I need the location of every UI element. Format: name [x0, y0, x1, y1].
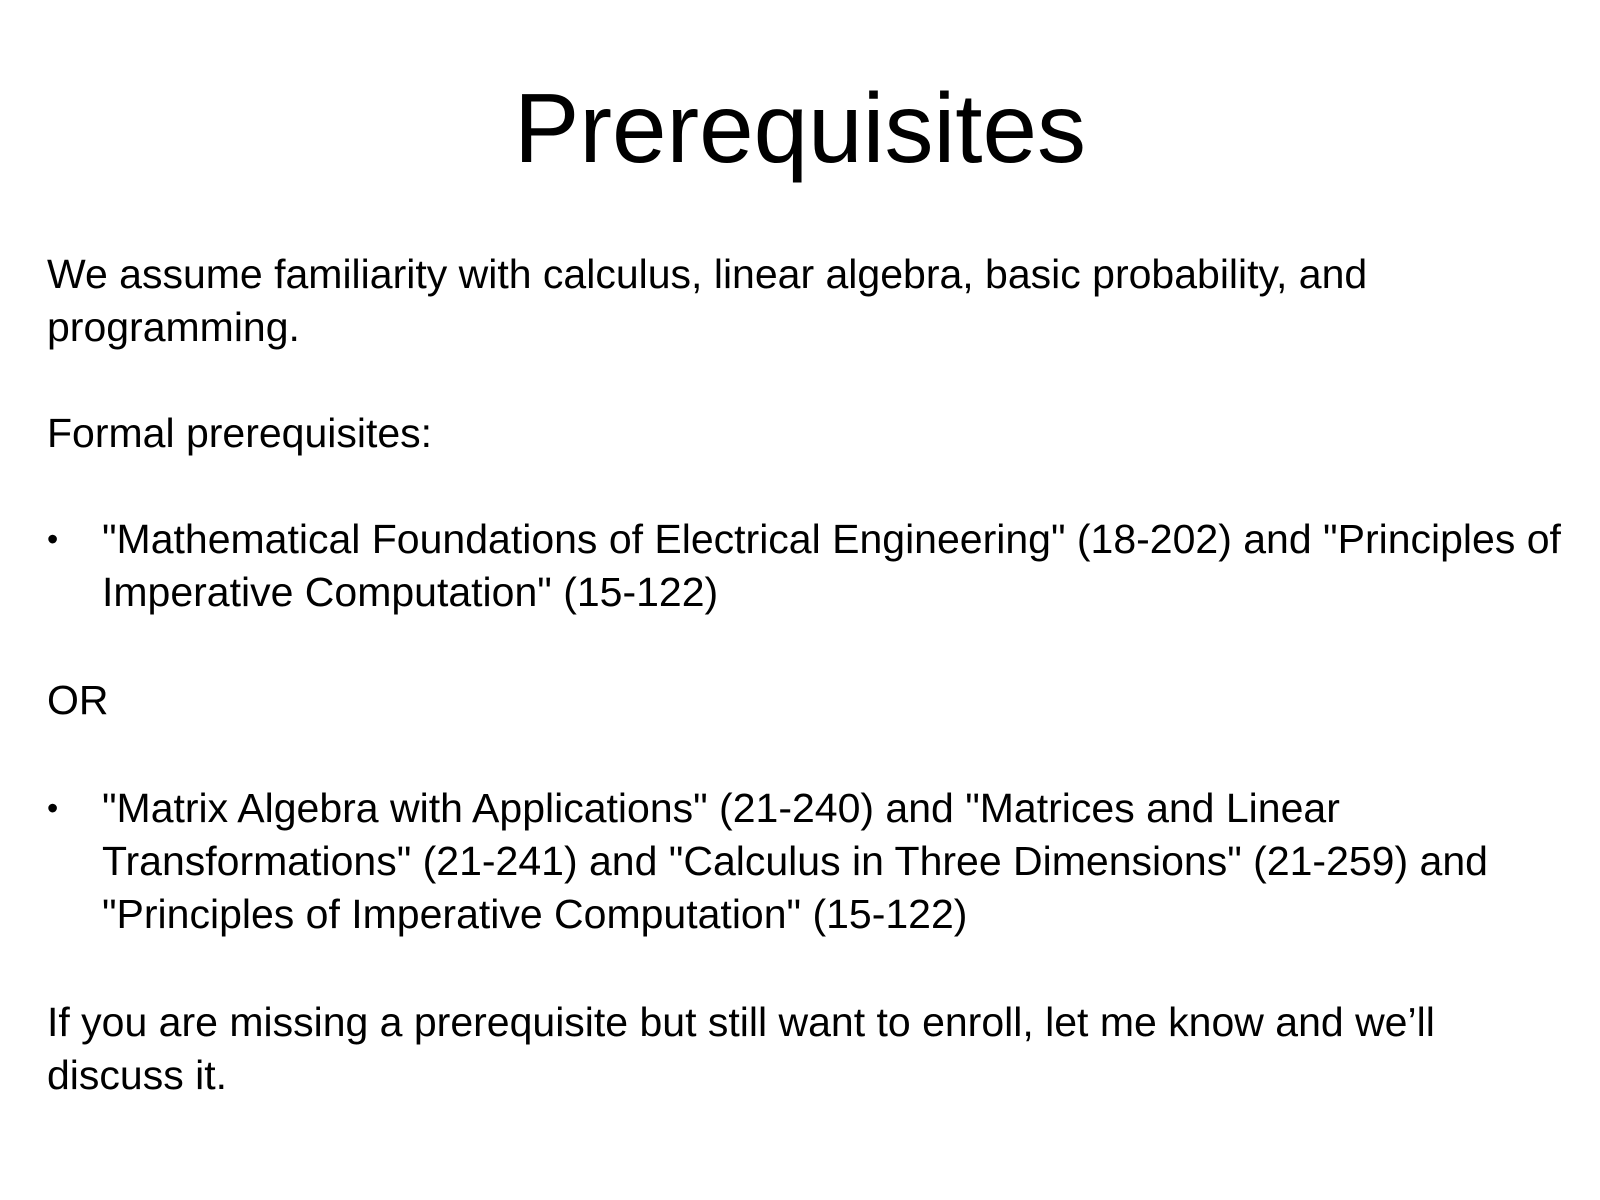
- or-label: OR: [47, 677, 109, 723]
- option-b-list: [47, 782, 1577, 941]
- option-a-list: [47, 513, 1577, 619]
- slide-title: Prerequisites: [514, 73, 1086, 183]
- closing-paragraph: If you are missing a prerequisite but still want to enroll, let me know and we’ll discuss it.: [47, 999, 1435, 1098]
- formal-prerequisites-label: Formal prerequisites:: [47, 410, 433, 456]
- bullet-icon: •: [47, 521, 59, 557]
- list-item: [47, 513, 1577, 619]
- option-a-text: "Mathematical Foundations of Electrical Engineering" (18-202) and "Principles of Imperative Computation" (15-122): [102, 516, 1561, 615]
- intro-paragraph: We assume familiarity with calculus, linear algebra, basic probability, and programming.: [47, 251, 1368, 350]
- slide-body: [47, 248, 1577, 1102]
- option-b-text: "Matrix Algebra with Applications" (21-240) and "Matrices and Linear Transformations" (21-241) and "Calculus in Three Dimensions" (21-259) and "Principles of Imperative Computation" (15-122): [102, 785, 1488, 937]
- bullet-icon: •: [47, 790, 59, 826]
- list-item: [47, 782, 1577, 941]
- spacer: [47, 460, 1577, 513]
- spacer: [47, 941, 1577, 996]
- spacer: [47, 354, 1577, 407]
- spacer: [47, 619, 1577, 674]
- spacer: [47, 727, 1577, 782]
